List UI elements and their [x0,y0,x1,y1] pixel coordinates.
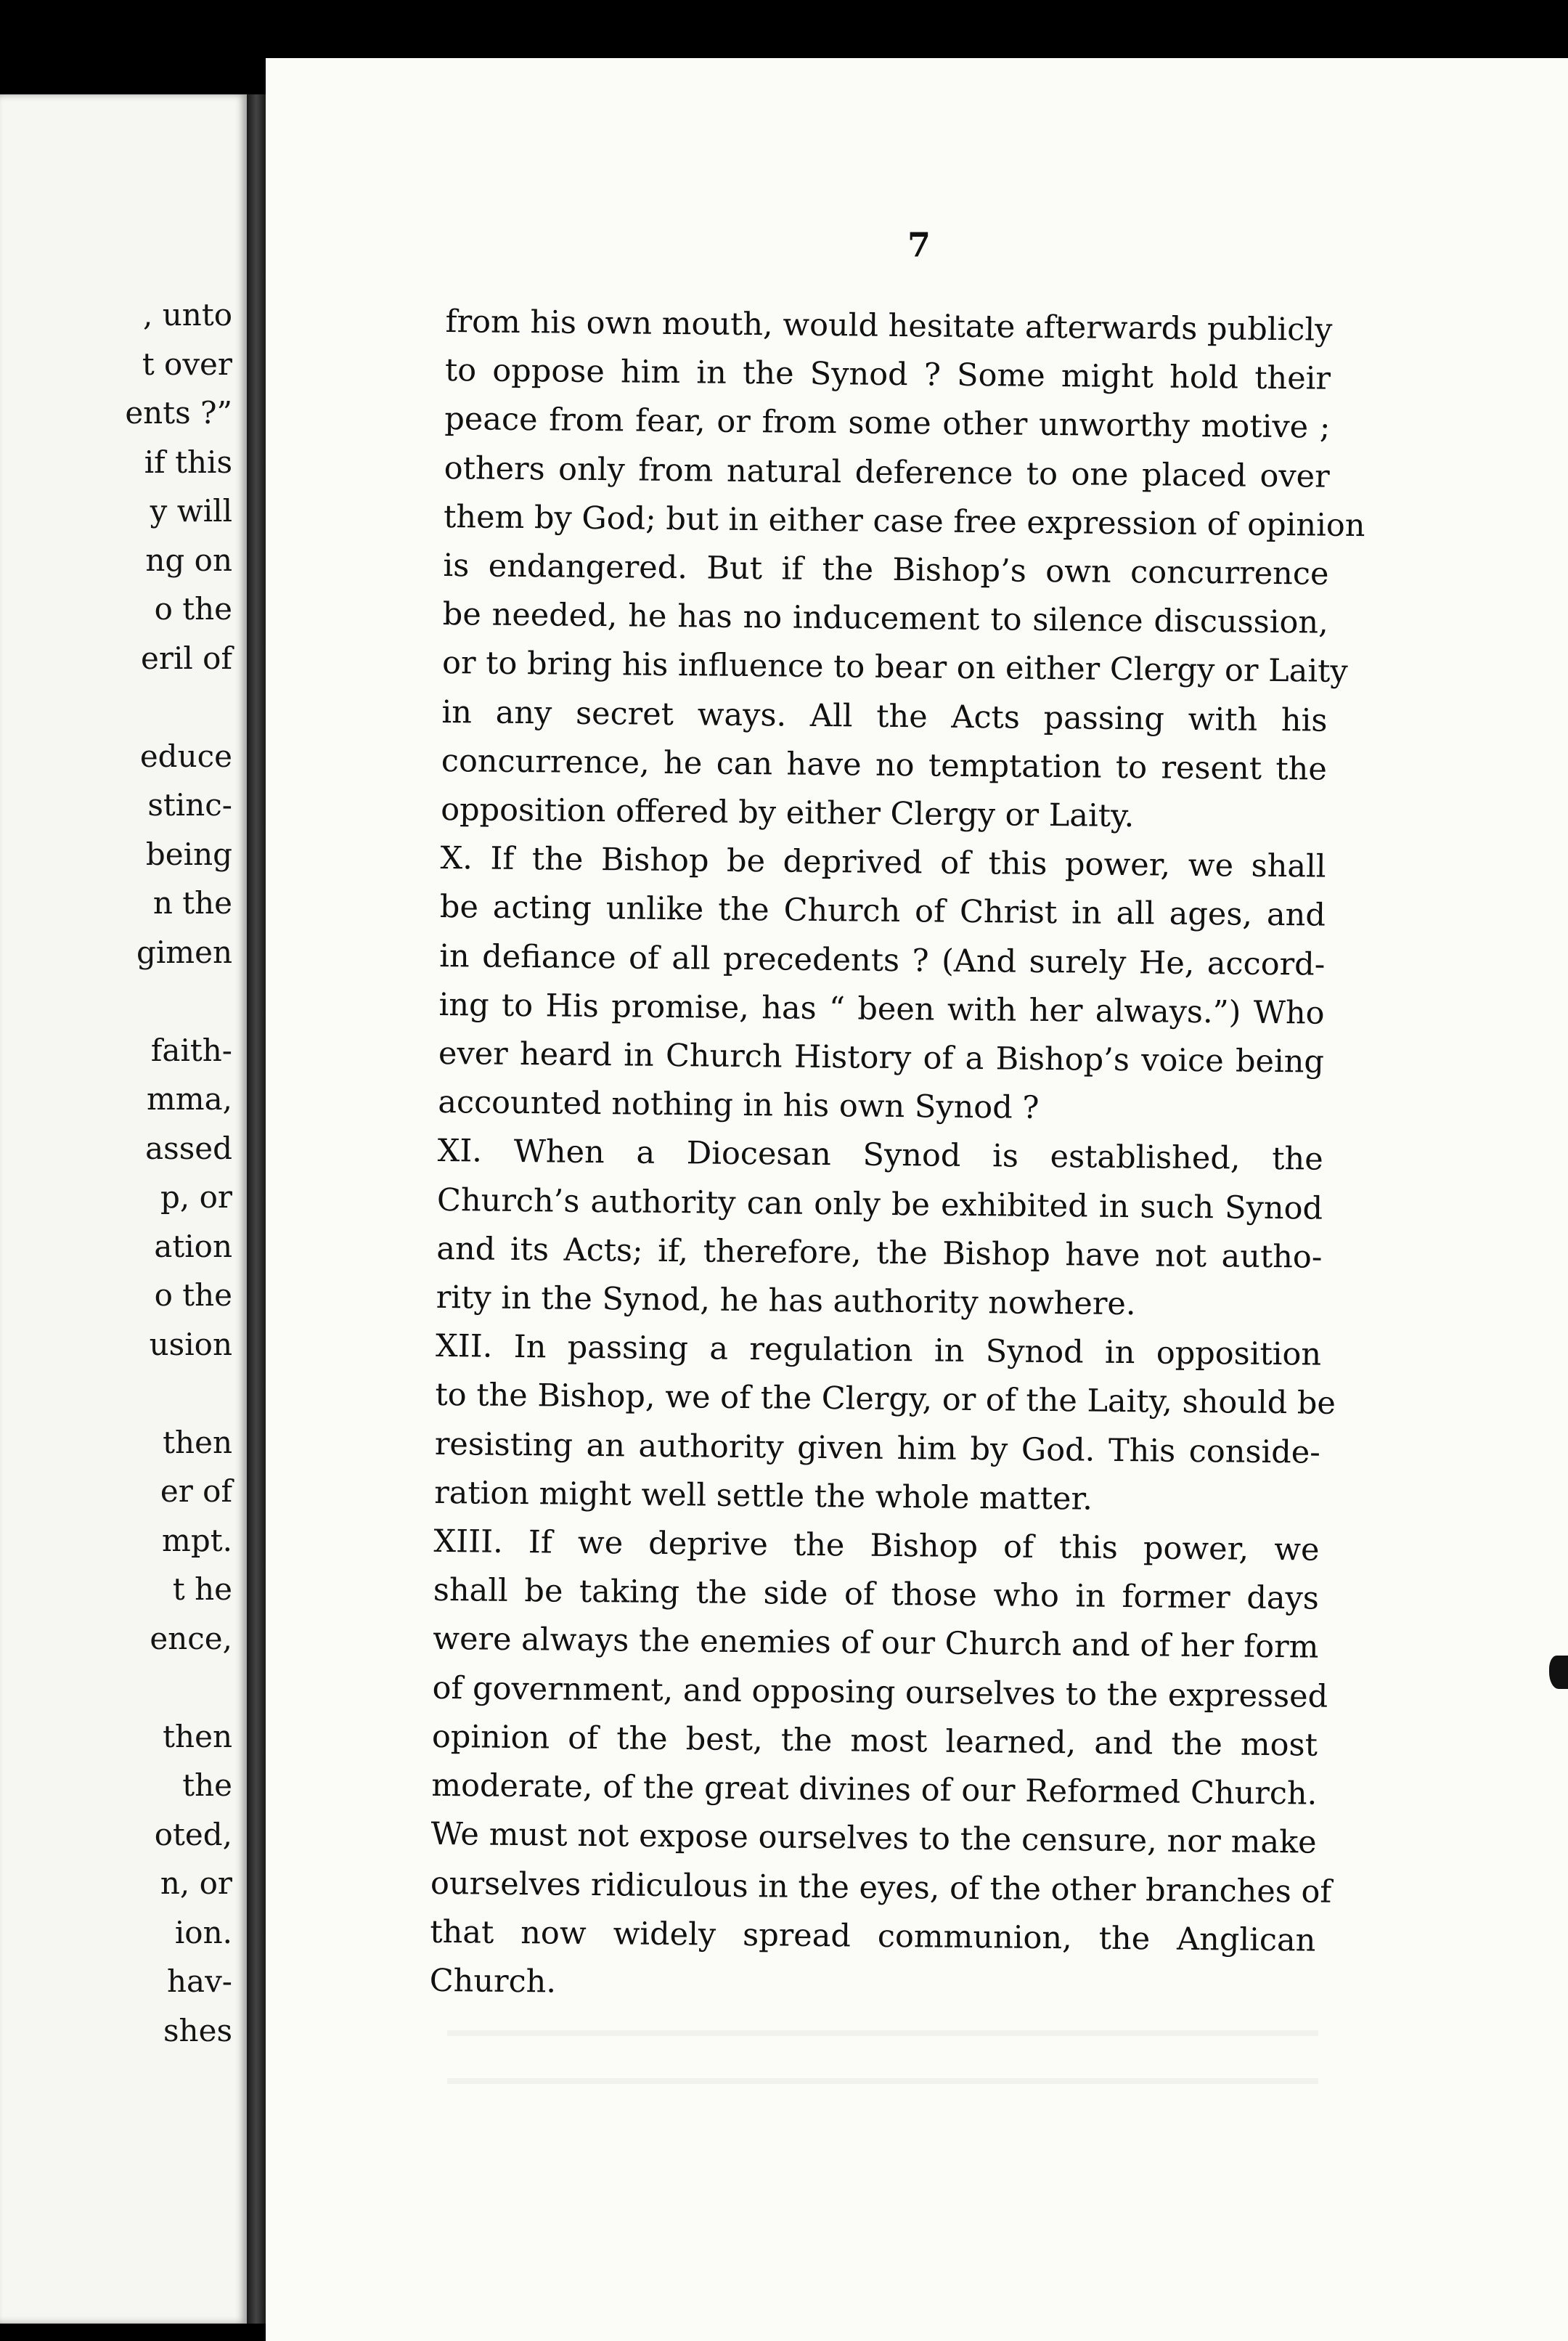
left-fragment-line: assed [145,1130,232,1166]
left-fragment-line [125,1369,232,1418]
text-line: be acting unlike the Church of Christ in all ages, and [439,889,1326,935]
left-fragment-line: mpt. [162,1522,232,1558]
text-line: or to bring his influence to bear on either Clergy or Laity [441,645,1348,691]
left-fragment-line: faith- [150,1032,232,1068]
text-line: that now widely spread communion, the Anglican [430,1913,1316,1959]
show-through-text [447,2011,1318,2091]
left-fragment-line: ng on [145,542,232,578]
left-fragment-line: t he [172,1571,232,1607]
left-fragment-line: n the [152,885,232,921]
text-line: shall be taking the side of those who in former days [433,1572,1320,1617]
text-line: X. If the Bishop be deprived of this power, we shall [440,840,1326,885]
text-line: We must not expose ourselves to the censure, nor make [430,1816,1317,1861]
text-line: XIII. If we deprive the Bishop of this power, we [433,1523,1320,1568]
text-line: accounted nothing in his own Synod ? [438,1084,1040,1127]
text-line: moderate, of the great divines of our Reformed Church. [431,1767,1318,1812]
left-page-text-fragments [125,290,232,2055]
text-line: ourselves ridiculous in the eyes, of the other branches of [430,1865,1332,1910]
left-fragment-line: gimen [136,934,232,970]
left-fragment-line: o the [154,591,232,627]
left-fragment-line: y will [150,493,232,529]
text-line: in any secret ways. All the Acts passing with his [441,693,1328,739]
left-fragment-line: mma, [146,1081,232,1117]
book-gutter [247,94,266,2324]
torn-corner [1350,58,1466,87]
text-line: ever heard in Church History of a Bishop’s voice being [438,1035,1325,1080]
left-fragment-line: ents ?” [125,395,232,431]
text-line: others only from natural deference to one placed over [444,449,1330,495]
left-fragment-line: er of [160,1473,232,1509]
text-line: Church. [429,1962,557,2000]
left-fragment-line [125,977,232,1026]
text-line: of government, and opposing ourselves to the expressed [432,1669,1328,1715]
left-fragment-line: n, or [160,1865,232,1901]
left-fragment-line: ion. [174,1914,232,1950]
left-fragment-line [125,1663,232,1712]
text-line: to the Bishop, we of the Clergy, or of the Laity, should be [435,1377,1336,1422]
left-fragment-line: the [182,1767,232,1803]
left-fragment-line: then [163,1424,232,1460]
text-line: ration might well settle the whole matter. [433,1474,1093,1518]
left-fragment-line: shes [163,2012,232,2048]
text-line: concurrence, he can have no temptation to resent the [441,742,1328,788]
text-line: rity in the Synod, he has authority nowhere. [436,1279,1136,1323]
text-line: were always the enemies of our Church and of her form [433,1621,1319,1666]
left-fragment-line: ence, [150,1620,232,1656]
text-line: Church’s authority can only be exhibited in such Synod [436,1181,1323,1227]
scan-artifact [1549,1656,1568,1689]
left-fragment-line: eril of [141,640,232,676]
left-fragment-line: if this [144,444,232,480]
right-page [266,58,1568,2341]
text-line: resisting an authority given him by God. This conside- [434,1425,1321,1471]
left-fragment-line: p, or [160,1179,232,1215]
left-fragment-line: t over [142,346,232,382]
left-fragment-line: oted, [154,1816,232,1852]
body-text [429,298,1365,2014]
left-fragment-line [125,683,232,732]
left-page [0,94,247,2324]
text-line: XI. When a Diocesan Synod is established, the [437,1133,1323,1178]
left-fragment-line: hav- [166,1963,232,1999]
left-fragment-line: being [145,836,232,872]
text-line: them by God; but in either case free expression of opinion [443,498,1365,544]
left-fragment-line: usion [149,1326,232,1362]
page-number: 7 [907,225,931,264]
text-line: ing to His promise, has “ been with her always.”) Who [438,986,1325,1032]
text-line: peace from fear, or from some other unworthy motive ; [444,401,1331,447]
text-line: is endangered. But if the Bishop’s own concurrence [443,547,1329,593]
text-line: from his own mouth, would hesitate afterwards publicly [445,303,1333,349]
left-fragment-line: stinc- [147,787,232,823]
text-line: opposition offered by either Clergy or Laity. [440,791,1135,835]
text-line: be needed, he has no inducement to silence discussion, [442,596,1328,641]
text-line: opinion of the best, the most learned, and the most [431,1718,1318,1764]
text-line: to oppose him in the Synod ? Some might hold their [444,352,1331,397]
text-line: and its Acts; if, therefore, the Bishop have not autho- [436,1230,1323,1276]
left-fragment-line: then [163,1718,232,1754]
text-line: XII. In passing a regulation in Synod in opposition [435,1328,1322,1373]
left-fragment-line: ation [154,1228,232,1264]
left-fragment-line: o the [154,1277,232,1313]
text-line: in defiance of all precedents ? (And surely He, accord- [439,937,1326,983]
left-fragment-line: , unto [143,297,232,333]
left-fragment-line: educe [139,738,232,774]
